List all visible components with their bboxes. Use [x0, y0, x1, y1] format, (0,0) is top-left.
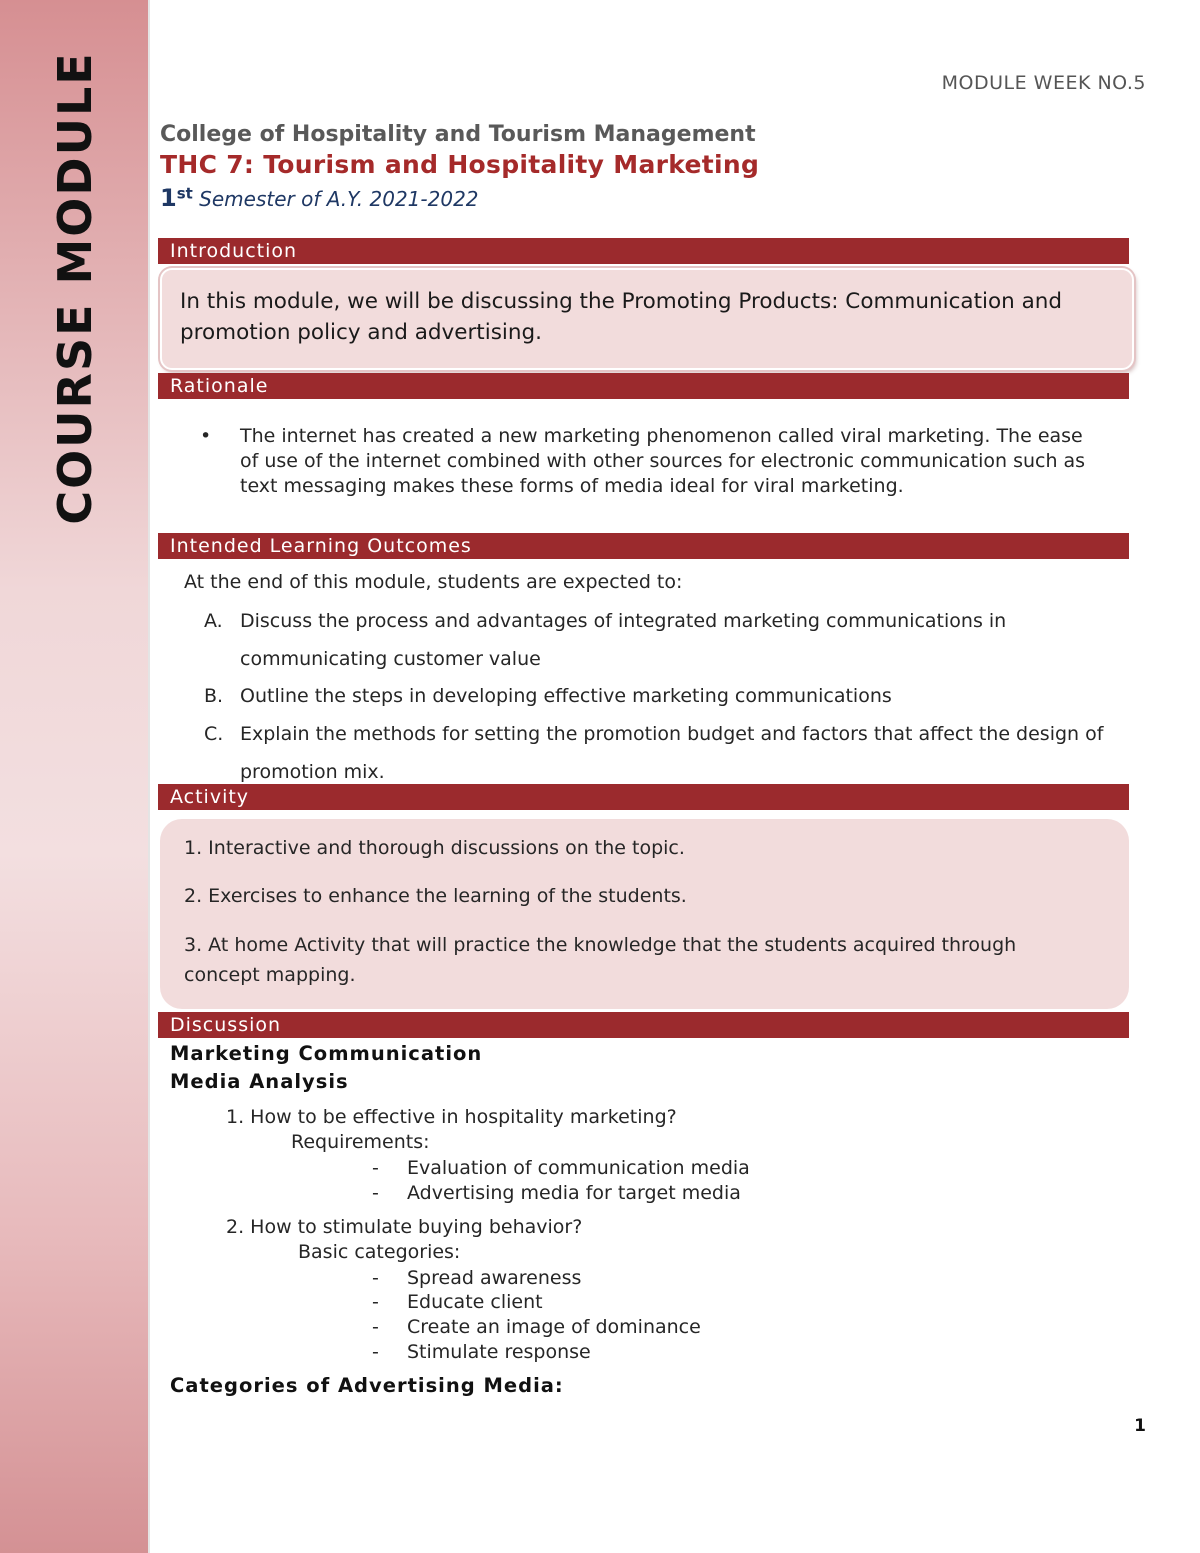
- semester-text: Semester of A.Y. 2021-2022: [199, 187, 479, 211]
- rationale-bullet: • The internet has created a new marketing phenomenon called viral marketing. The ease of use of the internet combined with other sources for electronic communication such as text messaging makes these forms of media ideal for viral marketing.: [200, 424, 1100, 499]
- dash-marker: -: [372, 1182, 379, 1204]
- semester-line: [160, 184, 479, 212]
- question-1: 1. How to be effective in hospitality marketing?: [226, 1106, 677, 1128]
- page-number: 1: [1134, 1416, 1146, 1436]
- ilo-text: Outline the steps in developing effective marketing communications: [240, 685, 892, 707]
- section-header-rationale: Rationale: [158, 373, 1129, 399]
- dash-marker: -: [372, 1316, 379, 1338]
- ilo-item-a: [204, 602, 1124, 678]
- college-name: College of Hospitality and Tourism Management: [160, 122, 756, 147]
- activity-item-2: 2. Exercises to enhance the learning of the students.: [184, 885, 687, 907]
- activity-item-3: 3. At home Activity that will practice the knowledge that the students acquired through concept mapping.: [184, 934, 1017, 986]
- semester-ordinal: st: [176, 184, 193, 203]
- dash-marker: -: [372, 1341, 379, 1363]
- side-band: [0, 0, 150, 1553]
- section-header-introduction: Introduction: [158, 238, 1129, 264]
- introduction-box: [160, 268, 1134, 370]
- requirement-item: Evaluation of communication media: [407, 1157, 750, 1179]
- activity-item-1: 1. Interactive and thorough discussions on the topic.: [184, 837, 685, 859]
- ilo-item-b: [204, 677, 1124, 715]
- course-module-vertical-title: COURSE MODULE: [48, 51, 102, 525]
- section-header-ilo: Intended Learning Outcomes: [158, 533, 1129, 559]
- module-week-label: MODULE WEEK NO.5: [941, 72, 1146, 94]
- question-2: 2. How to stimulate buying behavior?: [226, 1216, 583, 1238]
- ilo-text: Discuss the process and advantages of integrated marketing communications in communicating customer value: [240, 610, 1007, 670]
- category-item: Spread awareness: [407, 1267, 582, 1289]
- dash-marker: -: [372, 1291, 379, 1313]
- section-header-activity: Activity: [158, 784, 1129, 810]
- dash-marker: -: [372, 1157, 379, 1179]
- question-2-subheading: Basic categories:: [298, 1241, 461, 1263]
- ilo-letter: C.: [204, 723, 224, 745]
- ilo-intro: At the end of this module, students are expected to:: [184, 571, 683, 593]
- heading-advertising-media-categories: Categories of Advertising Media:: [170, 1374, 564, 1397]
- heading-marketing-communication: Marketing Communication: [170, 1042, 483, 1065]
- ilo-text: Explain the methods for setting the promotion budget and factors that affect the design of promotion mix.: [240, 723, 1104, 783]
- requirement-item: Advertising media for target media: [407, 1182, 741, 1204]
- course-title: THC 7: Tourism and Hospitality Marketing: [160, 150, 760, 179]
- section-header-discussion: Discussion: [158, 1012, 1129, 1038]
- category-item: Stimulate response: [407, 1341, 591, 1363]
- ilo-letter: B.: [204, 685, 224, 707]
- question-1-subheading: Requirements:: [291, 1131, 430, 1153]
- activity-box: [160, 819, 1129, 1009]
- category-item: Create an image of dominance: [407, 1316, 701, 1338]
- semester-number: 1: [160, 184, 177, 212]
- ilo-item-c: [204, 715, 1124, 791]
- introduction-text: In this module, we will be discussing the Promoting Products: Communication and promotion policy and advertising.: [180, 289, 1063, 345]
- category-item: Educate client: [407, 1291, 543, 1313]
- ilo-letter: A.: [204, 610, 223, 632]
- rationale-list: [200, 424, 1100, 499]
- dash-marker: -: [372, 1267, 379, 1289]
- heading-media-analysis: Media Analysis: [170, 1070, 349, 1093]
